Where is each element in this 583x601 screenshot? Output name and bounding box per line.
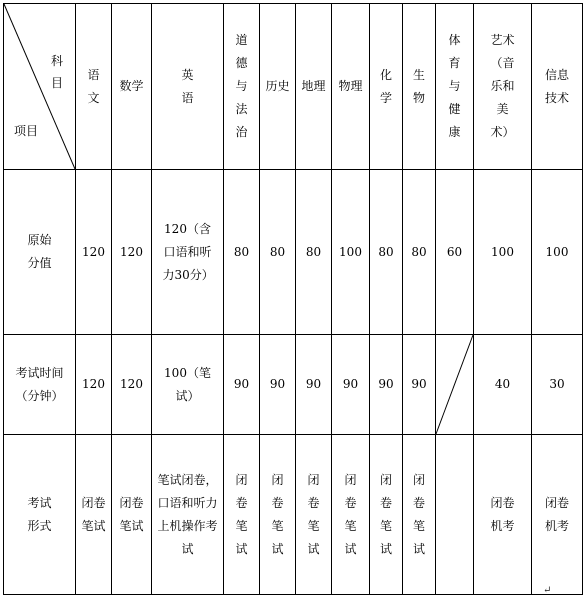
subject-header-it: 信息技术 <box>532 4 583 170</box>
subject-header-chemistry: 化学 <box>370 4 403 170</box>
score-physics: 100 <box>332 170 370 335</box>
time-morality: 90 <box>224 335 260 435</box>
format-math: 闭卷笔试 <box>112 435 152 595</box>
subject-header-arts: 艺术（音乐和美术） <box>474 4 532 170</box>
format-row <box>4 435 583 595</box>
time-math: 120 <box>112 335 152 435</box>
time-arts: 40 <box>474 335 532 435</box>
corner-subject-label: 科目 <box>51 54 64 90</box>
score-english: 120（含口语和听力30分） <box>152 170 224 335</box>
format-history: 闭卷笔试 <box>260 435 296 595</box>
diagonal-line <box>4 4 75 169</box>
subject-header-chinese: 语文 <box>76 4 112 170</box>
format-chemistry: 闭卷笔试 <box>370 435 403 595</box>
time-it: 30 <box>532 335 583 435</box>
slash-line <box>436 335 473 434</box>
format-pe-blank <box>436 435 474 595</box>
time-biology: 90 <box>403 335 436 435</box>
row-label-format: 考试形式 <box>4 435 76 595</box>
score-chinese: 120 <box>76 170 112 335</box>
subject-header-physics: 物理 <box>332 4 370 170</box>
format-biology: 闭卷笔试 <box>403 435 436 595</box>
exam-table <box>3 3 583 595</box>
score-pe: 60 <box>436 170 474 335</box>
score-history: 80 <box>260 170 296 335</box>
time-row <box>4 335 583 435</box>
time-physics: 90 <box>332 335 370 435</box>
score-geography: 80 <box>296 170 332 335</box>
subject-header-math: 数学 <box>112 4 152 170</box>
subject-header-pe: 体育与健康 <box>436 4 474 170</box>
format-morality: 闭卷笔试 <box>224 435 260 595</box>
subject-header-history: 历史 <box>260 4 296 170</box>
score-math: 120 <box>112 170 152 335</box>
row-label-time: 考试时间（分钟） <box>4 335 76 435</box>
score-arts: 100 <box>474 170 532 335</box>
header-row <box>4 4 583 170</box>
format-english: 笔试闭卷，口语和听力上机操作考试 <box>152 435 224 595</box>
time-pe-not-applicable <box>436 335 474 435</box>
corner-item-label: 项目 <box>14 124 39 138</box>
corner-cell <box>4 4 76 170</box>
time-history: 90 <box>260 335 296 435</box>
time-chemistry: 90 <box>370 335 403 435</box>
time-chinese: 120 <box>76 335 112 435</box>
format-it: 闭卷机考 <box>532 435 583 595</box>
subject-header-english: 英语 <box>152 4 224 170</box>
subject-header-biology: 生物 <box>403 4 436 170</box>
score-morality: 80 <box>224 170 260 335</box>
paragraph-mark: ↵ <box>543 585 552 596</box>
time-english: 100（笔试） <box>152 335 224 435</box>
time-geography: 90 <box>296 335 332 435</box>
subject-header-geography: 地理 <box>296 4 332 170</box>
score-it: 100 <box>532 170 583 335</box>
format-physics: 闭卷笔试 <box>332 435 370 595</box>
format-arts: 闭卷机考 <box>474 435 532 595</box>
format-geography: 闭卷笔试 <box>296 435 332 595</box>
subject-header-morality: 道德与法治 <box>224 4 260 170</box>
row-label-score: 原始分值 <box>4 170 76 335</box>
format-chinese: 闭卷笔试 <box>76 435 112 595</box>
score-biology: 80 <box>403 170 436 335</box>
score-chemistry: 80 <box>370 170 403 335</box>
score-row <box>4 170 583 335</box>
